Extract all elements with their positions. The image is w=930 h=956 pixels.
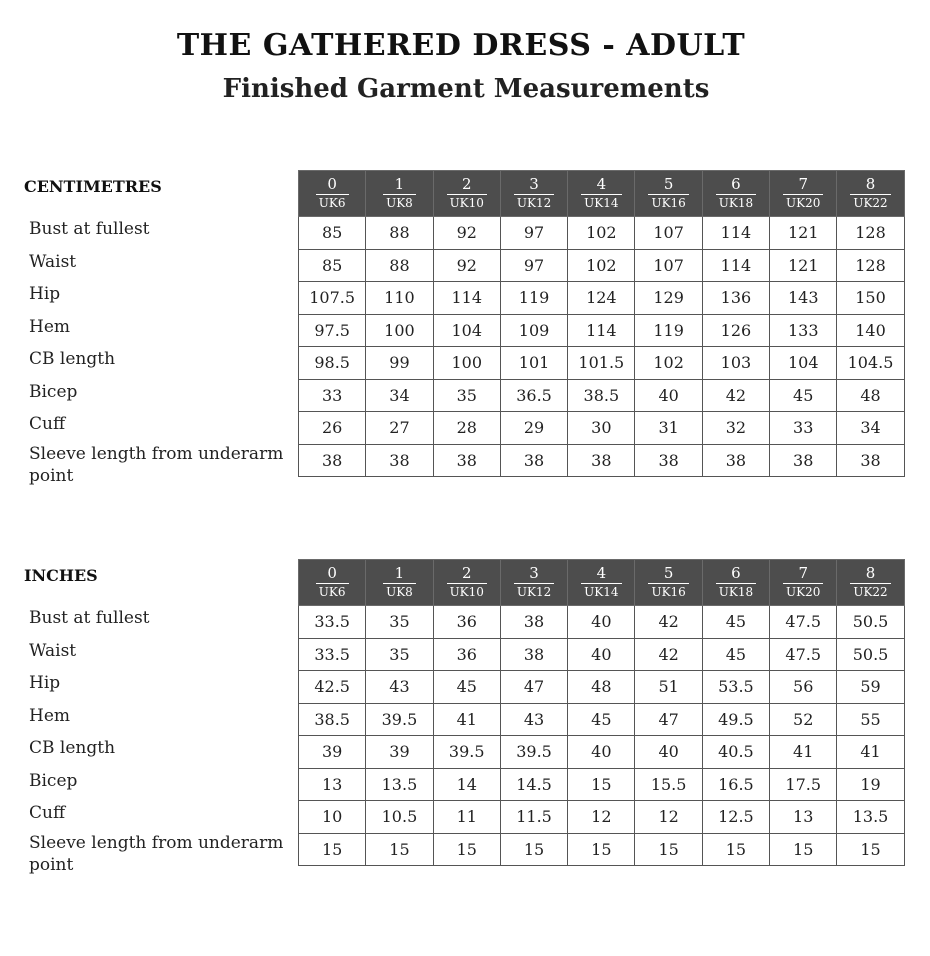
measurement-cell: 26: [299, 412, 366, 445]
table-row: [299, 444, 905, 477]
measurement-cell: 47: [635, 703, 702, 736]
measurement-cell: 99: [366, 347, 433, 380]
measurement-cell: 31: [635, 412, 702, 445]
measurement-cell: 41: [770, 736, 837, 769]
measurement-cell: 43: [500, 703, 567, 736]
measurement-cell: 38: [500, 606, 567, 639]
measurement-cell: 16.5: [702, 768, 769, 801]
measurement-cell: 38: [299, 444, 366, 477]
size-number: 8: [865, 175, 876, 193]
measurement-cell: 45: [770, 379, 837, 412]
measurement-cell: 15: [568, 768, 635, 801]
row-labels: [29, 604, 294, 878]
size-number: 7: [798, 175, 808, 193]
size-uk: UK12: [514, 194, 554, 210]
table-row: [299, 217, 905, 250]
measurement-cell: 49.5: [702, 703, 769, 736]
size-header-cell: [366, 560, 433, 606]
measurement-cell: 45: [702, 606, 769, 639]
measurement-cell: 39.5: [366, 703, 433, 736]
measurement-cell: 15: [299, 833, 366, 866]
measurement-cell: 59: [837, 671, 904, 704]
measurement-cell: 50.5: [837, 638, 904, 671]
table-row: [299, 379, 905, 412]
measurement-cell: 38: [702, 444, 769, 477]
size-uk: UK22: [850, 583, 890, 599]
measurement-cell: 128: [837, 217, 904, 250]
measurement-cell: 38.5: [568, 379, 635, 412]
measurement-cell: 101: [500, 347, 567, 380]
measurement-cell: 15: [702, 833, 769, 866]
measurement-cell: 38.5: [299, 703, 366, 736]
measurement-cell: 107: [635, 217, 702, 250]
table-row: [299, 703, 905, 736]
measurement-cell: 104: [770, 347, 837, 380]
measurement-cell: 119: [500, 282, 567, 315]
size-number: 2: [461, 564, 472, 582]
measurement-cell: 36: [433, 638, 500, 671]
measurement-cell: 13: [770, 801, 837, 834]
measurement-cell: 42: [635, 638, 702, 671]
size-header-cell: [568, 171, 635, 217]
table-row: [299, 671, 905, 704]
measurement-cell: 121: [770, 217, 837, 250]
measurement-cell: 104.5: [837, 347, 904, 380]
measurement-cell: 102: [568, 217, 635, 250]
size-header-cell: [635, 560, 702, 606]
row-label: Bicep: [29, 770, 78, 791]
row-label: Hem: [29, 705, 71, 726]
measurement-cell: 88: [366, 249, 433, 282]
row-label: Cuff: [29, 803, 66, 823]
measurement-cell: 102: [568, 249, 635, 282]
row-label: Cuff: [29, 414, 66, 434]
measurement-cell: 140: [837, 314, 904, 347]
size-header-cell: [500, 171, 567, 217]
measurement-cell: 41: [837, 736, 904, 769]
measurement-cell: 92: [433, 249, 500, 282]
size-uk: UK6: [316, 194, 349, 210]
measurement-cell: 107: [635, 249, 702, 282]
measurement-cell: 33: [770, 412, 837, 445]
measurement-cell: 27: [366, 412, 433, 445]
measurement-cell: 35: [366, 638, 433, 671]
measurement-cell: 42.5: [299, 671, 366, 704]
table-row: [299, 347, 905, 380]
measurement-cell: 17.5: [770, 768, 837, 801]
size-header-cell: [770, 171, 837, 217]
size-header-cell: [770, 560, 837, 606]
measurement-cell: 45: [568, 703, 635, 736]
row-label: Hip: [29, 284, 61, 304]
measurement-cell: 100: [366, 314, 433, 347]
table-row: [299, 638, 905, 671]
table-row: [299, 801, 905, 834]
row-labels: [29, 215, 294, 489]
measurement-cell: 29: [500, 412, 567, 445]
size-uk: UK20: [783, 194, 823, 210]
size-uk: UK8: [383, 194, 416, 210]
measurement-cell: 34: [837, 412, 904, 445]
measurement-cell: 88: [366, 217, 433, 250]
measurement-cell: 39.5: [500, 736, 567, 769]
size-header-cell: [837, 560, 904, 606]
measurement-cell: 98.5: [299, 347, 366, 380]
measurement-cell: 40: [568, 638, 635, 671]
size-uk: UK8: [383, 583, 416, 599]
measurement-cell: 10: [299, 801, 366, 834]
measurement-cell: 47.5: [770, 606, 837, 639]
measurement-cell: 11.5: [500, 801, 567, 834]
measurement-cell: 85: [299, 217, 366, 250]
measurement-cell: 43: [366, 671, 433, 704]
measurement-cell: 126: [702, 314, 769, 347]
measurement-cell: 42: [635, 606, 702, 639]
measurement-cell: 119: [635, 314, 702, 347]
measurement-cell: 133: [770, 314, 837, 347]
measurement-cell: 14.5: [500, 768, 567, 801]
measurement-cell: 107.5: [299, 282, 366, 315]
measurement-cell: 114: [433, 282, 500, 315]
measurement-cell: 15: [837, 833, 904, 866]
measurement-cell: 41: [433, 703, 500, 736]
measurement-cell: 45: [702, 638, 769, 671]
measurement-cell: 10.5: [366, 801, 433, 834]
measurement-cell: 85: [299, 249, 366, 282]
size-header-cell: [299, 560, 366, 606]
size-number: 5: [663, 564, 674, 582]
measurement-cell: 50.5: [837, 606, 904, 639]
measurement-cell: 15: [433, 833, 500, 866]
measurement-cell: 121: [770, 249, 837, 282]
measurement-cell: 38: [433, 444, 500, 477]
row-label: Hem: [29, 316, 71, 337]
measurement-cell: 92: [433, 217, 500, 250]
measurement-cell: 13.5: [366, 768, 433, 801]
measurement-cell: 30: [568, 412, 635, 445]
measurement-cell: 28: [433, 412, 500, 445]
measurement-cell: 39.5: [433, 736, 500, 769]
row-label: Bust at fullest: [29, 608, 150, 628]
row-label: Hip: [29, 673, 61, 693]
measurement-cell: 124: [568, 282, 635, 315]
measurement-cell: 38: [770, 444, 837, 477]
size-uk: UK10: [447, 583, 487, 599]
size-number: 1: [394, 564, 405, 582]
size-header-row: [299, 560, 905, 606]
size-number: 7: [798, 564, 808, 582]
measurement-cell: 36.5: [500, 379, 567, 412]
measurement-cell: 53.5: [702, 671, 769, 704]
size-header-cell: [500, 560, 567, 606]
size-number: 6: [731, 564, 741, 582]
size-number: 5: [663, 175, 674, 193]
size-number: 2: [461, 175, 472, 193]
measurement-cell: 38: [366, 444, 433, 477]
size-uk: UK14: [581, 583, 621, 599]
table-row: [299, 606, 905, 639]
size-number: 3: [529, 564, 539, 582]
measurement-cell: 13.5: [837, 801, 904, 834]
measurement-cell: 38: [635, 444, 702, 477]
measurement-cell: 104: [433, 314, 500, 347]
measurement-cell: 40: [635, 379, 702, 412]
measurement-cell: 33.5: [299, 638, 366, 671]
measurement-cell: 15: [770, 833, 837, 866]
size-number: 1: [394, 175, 405, 193]
measurement-cell: 97: [500, 217, 567, 250]
measurement-cell: 48: [837, 379, 904, 412]
table-row: [299, 249, 905, 282]
size-number: 8: [865, 564, 876, 582]
size-uk: UK12: [514, 583, 554, 599]
row-label: CB length: [29, 738, 116, 758]
size-number: 4: [596, 564, 607, 582]
measurement-cell: 38: [837, 444, 904, 477]
page-title: THE GATHERED DRESS - ADULT: [176, 28, 746, 63]
size-header-cell: [702, 171, 769, 217]
measurement-cell: 101.5: [568, 347, 635, 380]
measurement-cell: 103: [702, 347, 769, 380]
table-row: [299, 412, 905, 445]
measurement-cell: 13: [299, 768, 366, 801]
measurement-cell: 33: [299, 379, 366, 412]
measurement-cell: 35: [433, 379, 500, 412]
measurement-cell: 52: [770, 703, 837, 736]
measurement-cell: 15.5: [635, 768, 702, 801]
measurement-cell: 36: [433, 606, 500, 639]
size-header-row: [299, 171, 905, 217]
row-label: Waist: [29, 640, 77, 661]
measurement-cell: 38: [500, 444, 567, 477]
size-number: 0: [327, 175, 337, 193]
table-row: [299, 833, 905, 866]
size-uk: UK18: [716, 583, 756, 599]
measurement-cell: 35: [366, 606, 433, 639]
page-subtitle: Finished Garment Measurements: [222, 74, 710, 104]
measurement-cell: 143: [770, 282, 837, 315]
measurement-cell: 15: [366, 833, 433, 866]
section-heading: CENTIMETRES: [24, 177, 162, 196]
measurement-cell: 102: [635, 347, 702, 380]
size-header-cell: [433, 560, 500, 606]
size-number: 6: [731, 175, 741, 193]
size-header-cell: [702, 560, 769, 606]
measurement-cell: 47.5: [770, 638, 837, 671]
measurement-cell: 114: [568, 314, 635, 347]
measurement-cell: 114: [702, 249, 769, 282]
measurement-cell: 40: [568, 606, 635, 639]
measurement-cell: 34: [366, 379, 433, 412]
measurement-cell: 12.5: [702, 801, 769, 834]
measurement-cell: 33.5: [299, 606, 366, 639]
size-header-cell: [299, 171, 366, 217]
size-header-cell: [568, 560, 635, 606]
measurement-cell: 40: [568, 736, 635, 769]
size-header-cell: [635, 171, 702, 217]
measurement-cell: 48: [568, 671, 635, 704]
size-uk: UK20: [783, 583, 823, 599]
measurement-cell: 39: [299, 736, 366, 769]
row-label: Waist: [29, 251, 77, 272]
measurement-cell: 12: [635, 801, 702, 834]
size-uk: UK14: [581, 194, 621, 210]
measurement-cell: 32: [702, 412, 769, 445]
size-header-cell: [433, 171, 500, 217]
table-row: [299, 768, 905, 801]
measurement-cell: 97: [500, 249, 567, 282]
measurement-cell: 42: [702, 379, 769, 412]
measurement-cell: 110: [366, 282, 433, 315]
measurement-cell: 128: [837, 249, 904, 282]
section-heading: INCHES: [24, 566, 98, 585]
measurement-cell: 40: [635, 736, 702, 769]
size-uk: UK16: [648, 583, 688, 599]
measurement-cell: 15: [500, 833, 567, 866]
measurement-cell: 38: [500, 638, 567, 671]
size-header-cell: [837, 171, 904, 217]
measurement-cell: 15: [635, 833, 702, 866]
measurement-cell: 39: [366, 736, 433, 769]
measurement-cell: 14: [433, 768, 500, 801]
measurement-cell: 56: [770, 671, 837, 704]
size-uk: UK16: [648, 194, 688, 210]
measurement-cell: 97.5: [299, 314, 366, 347]
size-uk: UK10: [447, 194, 487, 210]
measurement-cell: 55: [837, 703, 904, 736]
size-header-cell: [366, 171, 433, 217]
measurement-cell: 11: [433, 801, 500, 834]
measurement-cell: 15: [568, 833, 635, 866]
size-number: 3: [529, 175, 539, 193]
row-label: CB length: [29, 349, 116, 369]
table-row: [299, 736, 905, 769]
table-row: [299, 282, 905, 315]
measurement-cell: 114: [702, 217, 769, 250]
measurement-cell: 38: [568, 444, 635, 477]
measurement-cell: 47: [500, 671, 567, 704]
size-uk: UK22: [850, 194, 890, 210]
row-label: Sleeve length from underarm point: [29, 443, 284, 486]
measurement-cell: 45: [433, 671, 500, 704]
measurement-cell: 129: [635, 282, 702, 315]
size-number: 4: [596, 175, 607, 193]
measurement-cell: 12: [568, 801, 635, 834]
measurement-cell: 150: [837, 282, 904, 315]
size-uk: UK6: [316, 583, 349, 599]
measurement-cell: 100: [433, 347, 500, 380]
measurement-table: [298, 559, 905, 866]
measurement-cell: 109: [500, 314, 567, 347]
measurement-cell: 19: [837, 768, 904, 801]
measurement-cell: 40.5: [702, 736, 769, 769]
measurement-cell: 136: [702, 282, 769, 315]
size-uk: UK18: [716, 194, 756, 210]
row-label: Bicep: [29, 381, 78, 402]
measurement-table: [298, 170, 905, 477]
size-number: 0: [327, 564, 337, 582]
measurement-cell: 51: [635, 671, 702, 704]
row-label: Bust at fullest: [29, 219, 150, 239]
table-row: [299, 314, 905, 347]
row-label: Sleeve length from underarm point: [29, 832, 284, 875]
